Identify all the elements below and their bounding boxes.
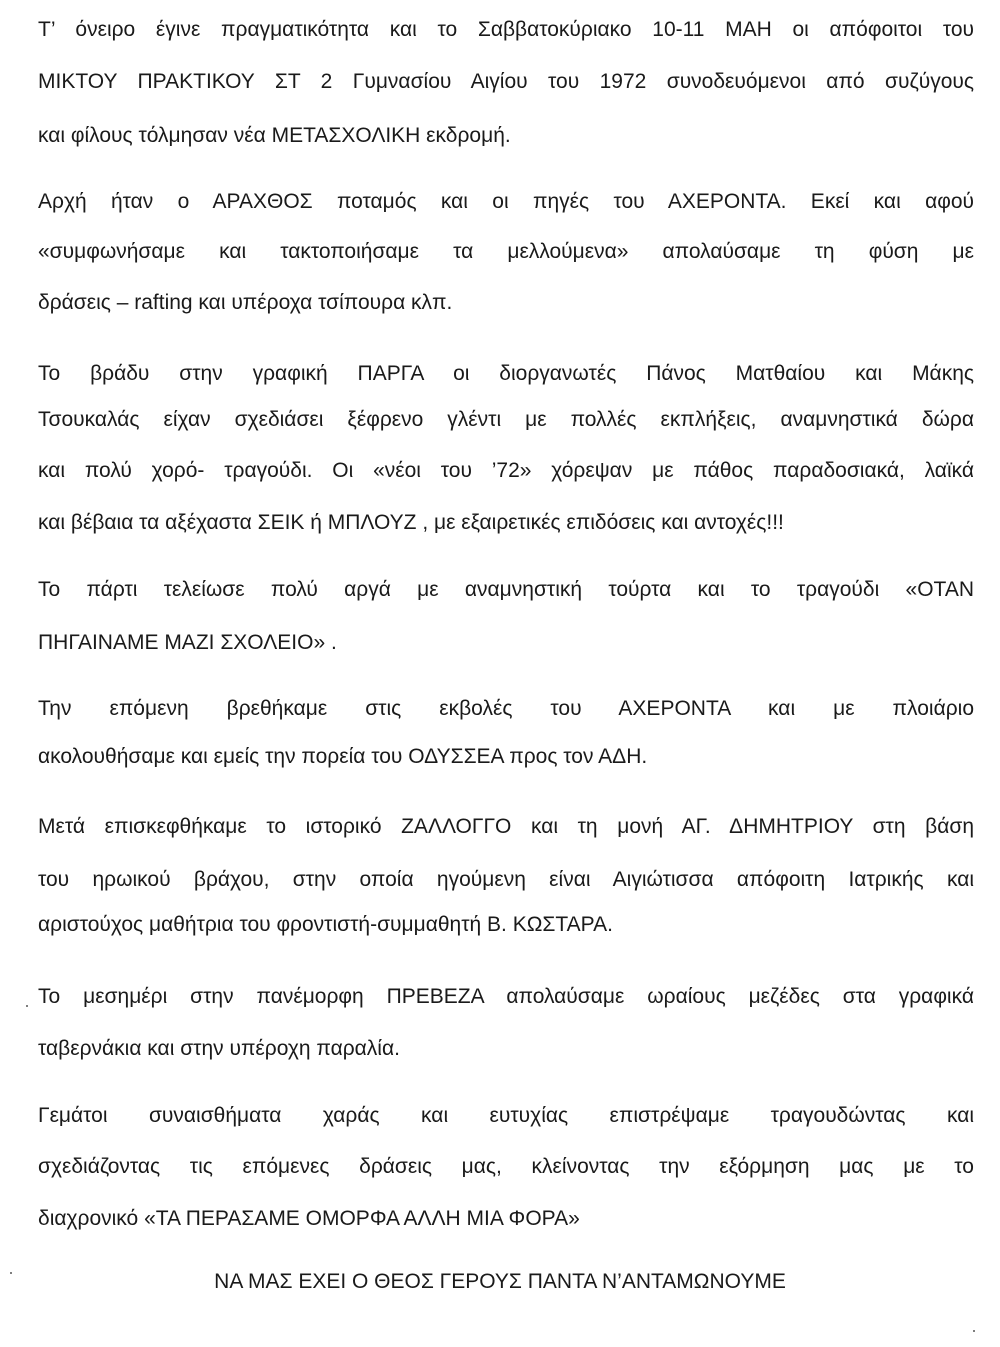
paragraph-line: Αρχή ήταν ο ΑΡΑΧΘΟΣ ποταμός και οι πηγές του ΑΧΕΡΟΝΤΑ. Εκεί και αφού: [38, 190, 974, 213]
paragraph-line: δράσεις – rafting και υπέροχα τσίπουρα κλπ.: [38, 291, 453, 314]
paragraph-line: αριστούχος μαθήτρια του φροντιστή-συμμαθητή Β. ΚΩΣΤΑΡΑ.: [38, 913, 613, 936]
paragraph-line: και πολύ χορό- τραγούδι. Οι «νέοι του ’72» χόρεψαν με πάθος παραδοσιακά, λαϊκά: [38, 459, 974, 482]
paragraph-line: του ηρωικού βράχου, στην οποία ηγούμενη είναι Αιγιώτισσα απόφοιτη Ιατρικής και: [38, 868, 974, 891]
paragraph-line: Το πάρτι τελείωσε πολύ αργά με αναμνηστική τούρτα και το τραγούδι «ΟΤΑΝ: [38, 578, 974, 601]
paragraph-line: ακολουθήσαμε και εμείς την πορεία του ΟΔΥΣΣΕΑ προς τον ΑΔΗ.: [38, 745, 648, 768]
paragraph-line: Τσουκαλάς είχαν σχεδιάσει ξέφρενο γλέντι με πολλές εκπλήξεις, αναμνηστικά δώρα: [38, 408, 974, 431]
paragraph-line: και φίλους τόλμησαν νέα ΜΕΤΑΣΧΟΛΙΚΗ εκδρομή.: [38, 124, 511, 147]
paragraph-line: Γεμάτοι συναισθήματα χαράς και ευτυχίας επιστρέψαμε τραγουδώντας και: [38, 1104, 974, 1127]
paragraph-line: διαχρονικό «ΤΑ ΠΕΡΑΣΑΜΕ ΟΜΟΡΦΑ ΑΛΛΗ ΜΙΑ ΦΟΡΑ»: [38, 1207, 580, 1230]
paragraph-line: ΜΙΚΤΟΥ ΠΡΑΚΤΙΚΟΥ ΣΤ 2 Γυμνασίου Αιγίου του 1972 συνοδευόμενοι από συζύγους: [38, 70, 974, 93]
paragraph-line: «συμφωνήσαμε και τακτοποιήσαμε τα μελλούμενα» απολαύσαμε τη φύση με: [38, 240, 974, 263]
paragraph-line: Τ’ όνειρο έγινε πραγματικότητα και το Σαββατοκύριακο 10-11 ΜΑΗ οι απόφοιτοι του: [38, 18, 974, 41]
scan-speck: [26, 1005, 28, 1007]
closing-line: ΝΑ ΜΑΣ ΕΧΕΙ Ο ΘΕΟΣ ΓΕΡΟΥΣ ΠΑΝΤΑ Ν’ΑΝΤΑΜΩΝΟΥΜΕ: [214, 1270, 786, 1293]
paragraph-line: Το μεσημέρι στην πανέμορφη ΠΡΕΒΕΖΑ απολαύσαμε ωραίους μεζέδες στα γραφικά: [38, 985, 974, 1008]
paragraph-line: Την επόμενη βρεθήκαμε στις εκβολές του ΑΧΕΡΟΝΤΑ και με πλοιάριο: [38, 697, 974, 720]
paragraph-line: Το βράδυ στην γραφική ΠΑΡΓΑ οι διοργανωτές Πάνος Ματθαίου και Μάκης: [38, 362, 974, 385]
paragraph-line: σχεδιάζοντας τις επόμενες δράσεις μας, κλείνοντας την εξόρμηση μας με το: [38, 1155, 974, 1178]
paragraph-line: Μετά επισκεφθήκαμε το ιστορικό ΖΑΛΛΟΓΓΟ και τη μονή ΑΓ. ΔΗΜΗΤΡΙΟΥ στη βάση: [38, 815, 974, 838]
paragraph-line: ΠΗΓΑΙΝΑΜΕ ΜΑΖΙ ΣΧΟΛΕΙΟ» .: [38, 631, 337, 654]
paragraph-line: και βέβαια τα αξέχαστα ΣΕΙΚ ή ΜΠΛΟΥΖ , με εξαιρετικές επιδόσεις και αντοχές!!!: [38, 511, 784, 534]
scan-speck: [10, 1272, 12, 1274]
scan-speck: [973, 1330, 975, 1332]
paragraph-line: ταβερνάκια και στην υπέροχη παραλία.: [38, 1037, 400, 1060]
